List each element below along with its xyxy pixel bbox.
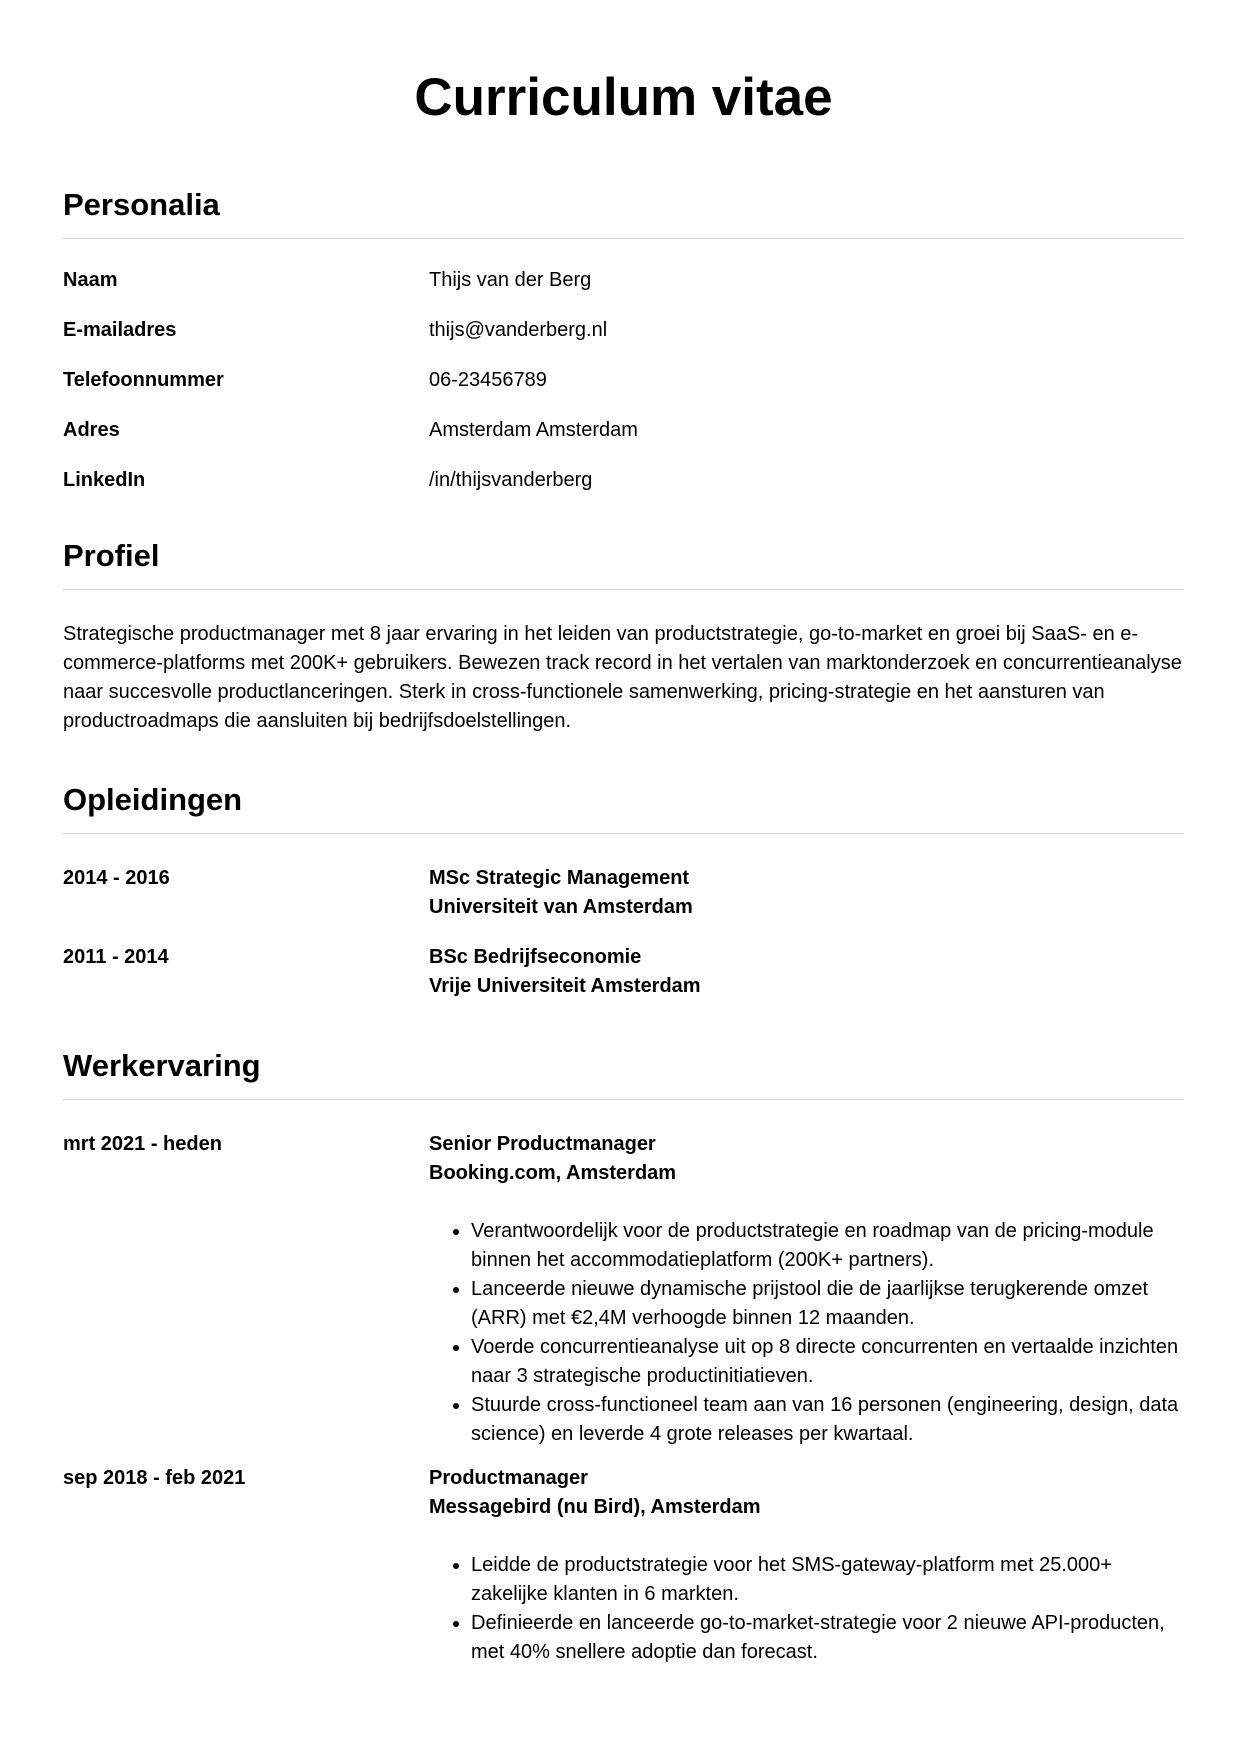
work-bullet: • Voerde concurrentieanalyse uit op 8 directe concurrenten en vertaalde inzichten naar 3 strategische productinitiatieven.: [471, 1333, 1184, 1391]
work-bullets: [429, 1217, 1184, 1449]
education-institution: Vrije Universiteit Amsterdam: [429, 975, 701, 997]
education-details: [429, 864, 1184, 922]
section-heading-profiel: Profiel: [63, 537, 1184, 590]
education-period: 2014 - 2016: [63, 867, 170, 889]
work-item: [63, 1464, 1184, 1667]
field-label: Adres: [63, 419, 120, 441]
section-profiel: [63, 537, 1184, 736]
work-company: Messagebird (nu Bird), Amsterdam: [429, 1496, 761, 1518]
work-bullet: • Verantwoordelijk voor de productstrategie en roadmap van de pricing-module binnen het accommodatieplatform (200K+ partners).: [471, 1217, 1184, 1275]
section-werkervaring: [63, 1047, 1184, 1667]
profile-text: Strategische productmanager met 8 jaar ervaring in het leiden van productstrategie, go-to-market en groei bij SaaS- en e-commerce-platforms met 200K+ gebruikers. Bewezen track record in het vertalen van marktonderzoek en concurrentieanalyse naar succesvolle productlanceringen. Sterk in cross-functionele samenwerking, pricing-strategie en het aansturen van productroadmaps die aansluiten bij bedrijfsdoelstellingen.: [63, 623, 1182, 732]
section-heading-opleidingen: Opleidingen: [63, 781, 1184, 834]
field-value: /in/thijsvanderberg: [429, 469, 593, 491]
field-label: LinkedIn: [63, 469, 146, 491]
section-opleidingen: [63, 781, 1184, 1001]
field-label: Telefoonnummer: [63, 369, 224, 391]
work-item: [63, 1130, 1184, 1449]
education-item: [63, 943, 1184, 1001]
work-details: [429, 1464, 1184, 1667]
field-value: 06-23456789: [429, 369, 547, 391]
work-details: [429, 1130, 1184, 1449]
education-degree: MSc Strategic Management: [429, 867, 690, 889]
education-details: [429, 943, 1184, 1001]
document-title: Curriculum vitae: [414, 68, 833, 127]
field-row-naam: [63, 266, 1184, 295]
work-bullet: • Lanceerde nieuwe dynamische prijstool die de jaarlijkse terugkerende omzet (ARR) met €2,4M verhoogde binnen 12 maanden.: [471, 1275, 1184, 1333]
work-role: Productmanager: [429, 1467, 588, 1489]
field-row-linkedin: [63, 466, 1184, 495]
section-heading-personalia: Personalia: [63, 186, 1184, 239]
field-label: E-mailadres: [63, 319, 177, 341]
personalia-fields: [63, 266, 1184, 495]
field-label: Naam: [63, 269, 118, 291]
education-item: [63, 864, 1184, 922]
section-heading-werkervaring: Werkervaring: [63, 1047, 1184, 1100]
work-company: Booking.com, Amsterdam: [429, 1162, 677, 1184]
education-institution: Universiteit van Amsterdam: [429, 896, 693, 918]
work-role: Senior Productmanager: [429, 1133, 656, 1155]
field-row-email: [63, 316, 1184, 345]
section-personalia: [63, 186, 1184, 495]
work-bullet: • Definieerde en lanceerde go-to-market-strategie voor 2 nieuwe API-producten, met 40% snellere adoptie dan forecast.: [471, 1609, 1184, 1667]
field-value: thijs@vanderberg.nl: [429, 319, 608, 341]
work-period: mrt 2021 - heden: [63, 1133, 222, 1155]
education-degree: BSc Bedrijfseconomie: [429, 946, 642, 968]
work-bullets: [429, 1551, 1184, 1667]
work-bullet: • Stuurde cross-functioneel team aan van 16 personen (engineering, design, data science) en leverde 4 grote releases per kwartaal.: [471, 1391, 1184, 1449]
cv-page: [63, 0, 1184, 1667]
work-bullet: • Leidde de productstrategie voor het SMS-gateway-platform met 25.000+ zakelijke klanten in 6 markten.: [471, 1551, 1184, 1609]
field-row-telefoon: [63, 366, 1184, 395]
field-row-adres: [63, 416, 1184, 445]
education-period: 2011 - 2014: [63, 946, 169, 968]
field-value: Amsterdam Amsterdam: [429, 419, 638, 441]
work-period: sep 2018 - feb 2021: [63, 1467, 246, 1489]
field-value: Thijs van der Berg: [429, 269, 592, 291]
